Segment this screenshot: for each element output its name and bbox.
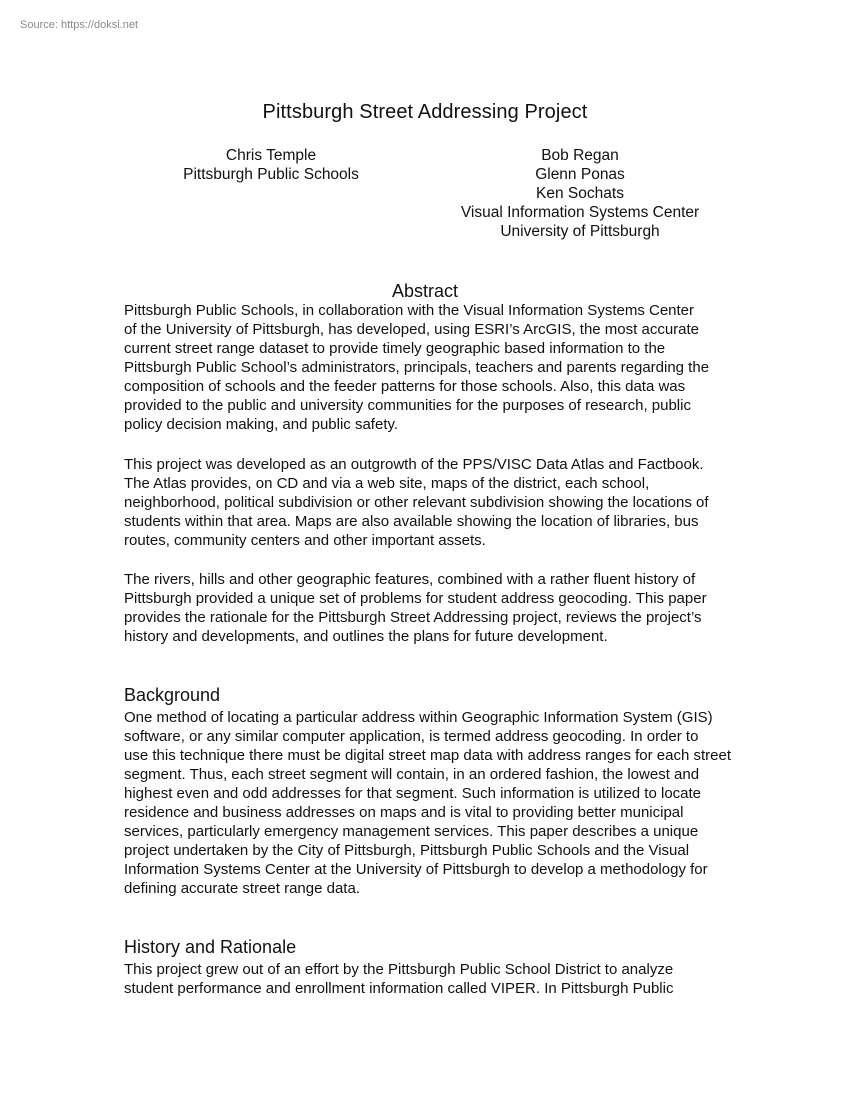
text-line: students within that area. Maps are also available showing the location of libraries, bus [124,513,699,530]
text-line: use this technique there must be digital street map data with address ranges for each street [124,747,732,764]
text-line: software, or any similar computer application, is termed address geocoding. In order to [124,728,699,745]
text-line: student performance and enrollment information called VIPER. In Pittsburgh Public [124,980,674,997]
text-line: project undertaken by the City of Pittsburgh, Pittsburgh Public Schools and the Visual [124,842,690,859]
text-line: routes, community centers and other important assets. [124,532,486,549]
text-line: defining accurate street range data. [124,880,360,897]
author-affiliation: Visual Information Systems Center [460,204,700,221]
text-line: provided to the public and university communities for the purposes of research, public [124,397,691,414]
text-line: Information Systems Center at the University of Pittsburgh to develop a methodology for [124,861,708,878]
text-line: current street range dataset to provide timely geographic based information to the [124,340,666,357]
abstract-heading: Abstract [391,281,459,301]
text-line: residence and business addresses on maps and is vital to providing better municipal [124,804,684,821]
text-line: provides the rationale for the Pittsburgh Street Addressing project, reviews the project’s [124,609,702,626]
text-line: segment. Thus, each street segment will contain, in an ordered fashion, the lowest and [124,766,700,783]
authors-left [120,146,422,184]
history-heading: History and Rationale [124,937,297,957]
text-line: highest even and odd addresses for that segment. Such information is utilized to locate [124,785,702,802]
author-affiliation: Pittsburgh Public Schools [183,166,359,183]
background-heading: Background [124,685,221,705]
source-label: Source: https://doksi.net [20,19,139,31]
paper-title: Pittsburgh Street Addressing Project [262,101,588,123]
author-name: Chris Temple [225,147,317,164]
text-line: composition of schools and the feeder patterns for those schools. Also, this data was [124,378,686,395]
text-line: Pittsburgh Public School’s administrators, principals, teachers and parents regarding the [124,359,710,376]
abstract-paragraph-3 [124,570,730,646]
history-paragraph [124,960,730,998]
text-line: One method of locating a particular address within Geographic Information System (GIS) [124,709,713,726]
abstract-paragraph-1 [124,301,730,434]
author-name: Glenn Ponas [535,166,625,183]
text-line: The rivers, hills and other geographic features, combined with a rather fluent history of [124,571,696,588]
text-line: This project grew out of an effort by the Pittsburgh Public School District to analyze [124,961,674,978]
author-name: Ken Sochats [536,185,624,202]
text-line: history and developments, and outlines the plans for future development. [124,628,608,645]
text-line: Pittsburgh provided a unique set of problems for student address geocoding. This paper [124,590,707,607]
text-line: neighborhood, political subdivision or other relevant subdivision showing the locations of [124,494,709,511]
text-line: policy decision making, and public safety. [124,416,399,433]
text-line: Pittsburgh Public Schools, in collaboration with the Visual Information Systems Center [124,302,695,319]
text-line: of the University of Pittsburgh, has developed, using ESRI’s ArcGIS, the most accurate [124,321,700,338]
author-name: Bob Regan [541,147,619,164]
abstract-paragraph-2 [124,455,730,550]
text-line: The Atlas provides, on CD and via a web site, maps of the district, each school, [124,475,650,492]
authors-right [440,146,720,241]
author-affiliation: University of Pittsburgh [500,223,660,240]
text-line: This project was developed as an outgrowth of the PPS/VISC Data Atlas and Factbook. [124,456,704,473]
text-line: services, particularly emergency management services. This paper describes a unique [124,823,699,840]
background-paragraph [124,708,730,898]
